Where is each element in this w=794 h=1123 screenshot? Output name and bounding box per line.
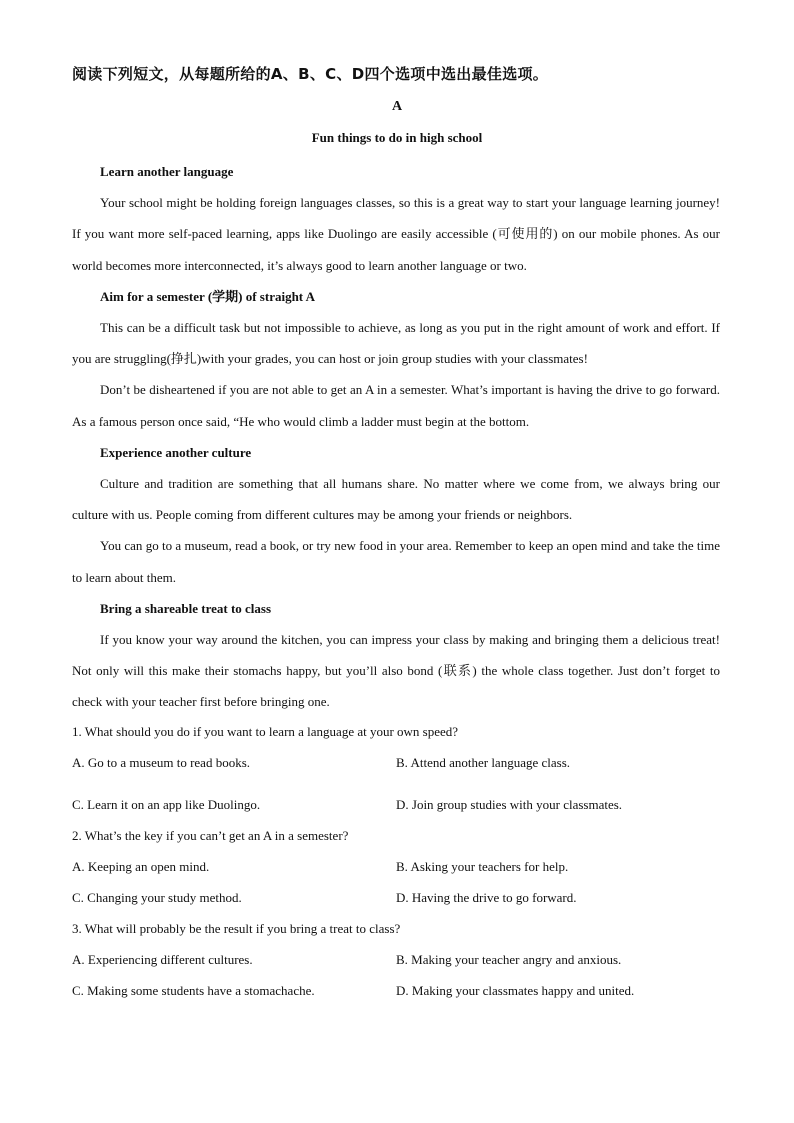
section-letter: A [391,99,403,114]
heading-aim-straight-a: Aim for a semester (学期) of straight A [100,288,316,304]
question-3 [72,913,720,1006]
option-a: A. Go to a museum to read books. [72,755,251,770]
option-b: B. Attend another language class. [396,755,571,770]
option-c: C. Changing your study method. [72,890,242,905]
option-row [72,851,720,882]
heading-experience-culture: Experience another culture [100,444,252,460]
paragraph-6: If you know your way around the kitchen, you can impress your class by making and bringing them a delicious treat! Not only will this make their stomachs happy, but you’ll also bond (联系) the whole class together. Just don’t forget to check with your teacher first before bringing one. [72,632,720,710]
option-d: D. Join group studies with your classmates. [396,797,623,812]
passage-title: Fun things to do in high school [311,130,483,145]
question-1 [72,716,720,820]
instruction-text: 阅读下列短文，从每题所给的A、B、C、D四个选项中选出最佳选项。 [72,65,549,83]
option-row [72,747,720,789]
paragraph-4: Culture and tradition are something that all humans share. No matter where we come from, we always bring our culture with us. People coming from different cultures may be among your friends or neighbors. [72,476,720,523]
question-stem: 1. What should you do if you want to learn a language at your own speed? [72,724,459,739]
option-row [72,944,720,975]
paragraph-2: This can be a difficult task but not impossible to achieve, as long as you put in the right amount of work and effort. If you are struggling(挣扎)with your grades, you can host or join group studies with your classmates! [72,320,720,367]
reading-passage [72,156,720,718]
heading-shareable-treat: Bring a shareable treat to class [100,600,272,616]
option-d: D. Making your classmates happy and united. [396,983,635,998]
option-c: C. Making some students have a stomachache. [72,983,315,998]
option-a: A. Keeping an open mind. [72,859,210,874]
option-c: C. Learn it on an app like Duolingo. [72,797,261,812]
option-row [72,789,720,820]
option-row [72,882,720,913]
question-stem: 2. What’s the key if you can’t get an A in a semester? [72,828,349,843]
question-list [72,716,720,1006]
paragraph-1: Your school might be holding foreign languages classes, so this is a great way to start your language learning journey! If you want more self-paced learning, apps like Duolingo are easily accessible (可使用的) on our mobile phones. As our world becomes more interconnected, it’s always good to learn another language or two. [72,195,720,273]
option-row [72,975,720,1006]
option-b: B. Asking your teachers for help. [396,859,569,874]
paragraph-5: You can go to a museum, read a book, or try new food in your area. Remember to keep an open mind and take the time to learn about them. [72,538,720,585]
heading-learn-language: Learn another language [100,164,234,179]
option-a: A. Experiencing different cultures. [72,952,253,967]
option-b: B. Making your teacher angry and anxious. [396,952,622,967]
question-stem: 3. What will probably be the result if you bring a treat to class? [72,921,401,936]
option-d: D. Having the drive to go forward. [396,890,577,905]
paragraph-3: Don’t be disheartened if you are not able to get an A in a semester. What’s important is having the drive to go forward. As a famous person once said, “He who would climb a ladder must begin at the bottom. [72,382,720,429]
question-2 [72,820,720,913]
